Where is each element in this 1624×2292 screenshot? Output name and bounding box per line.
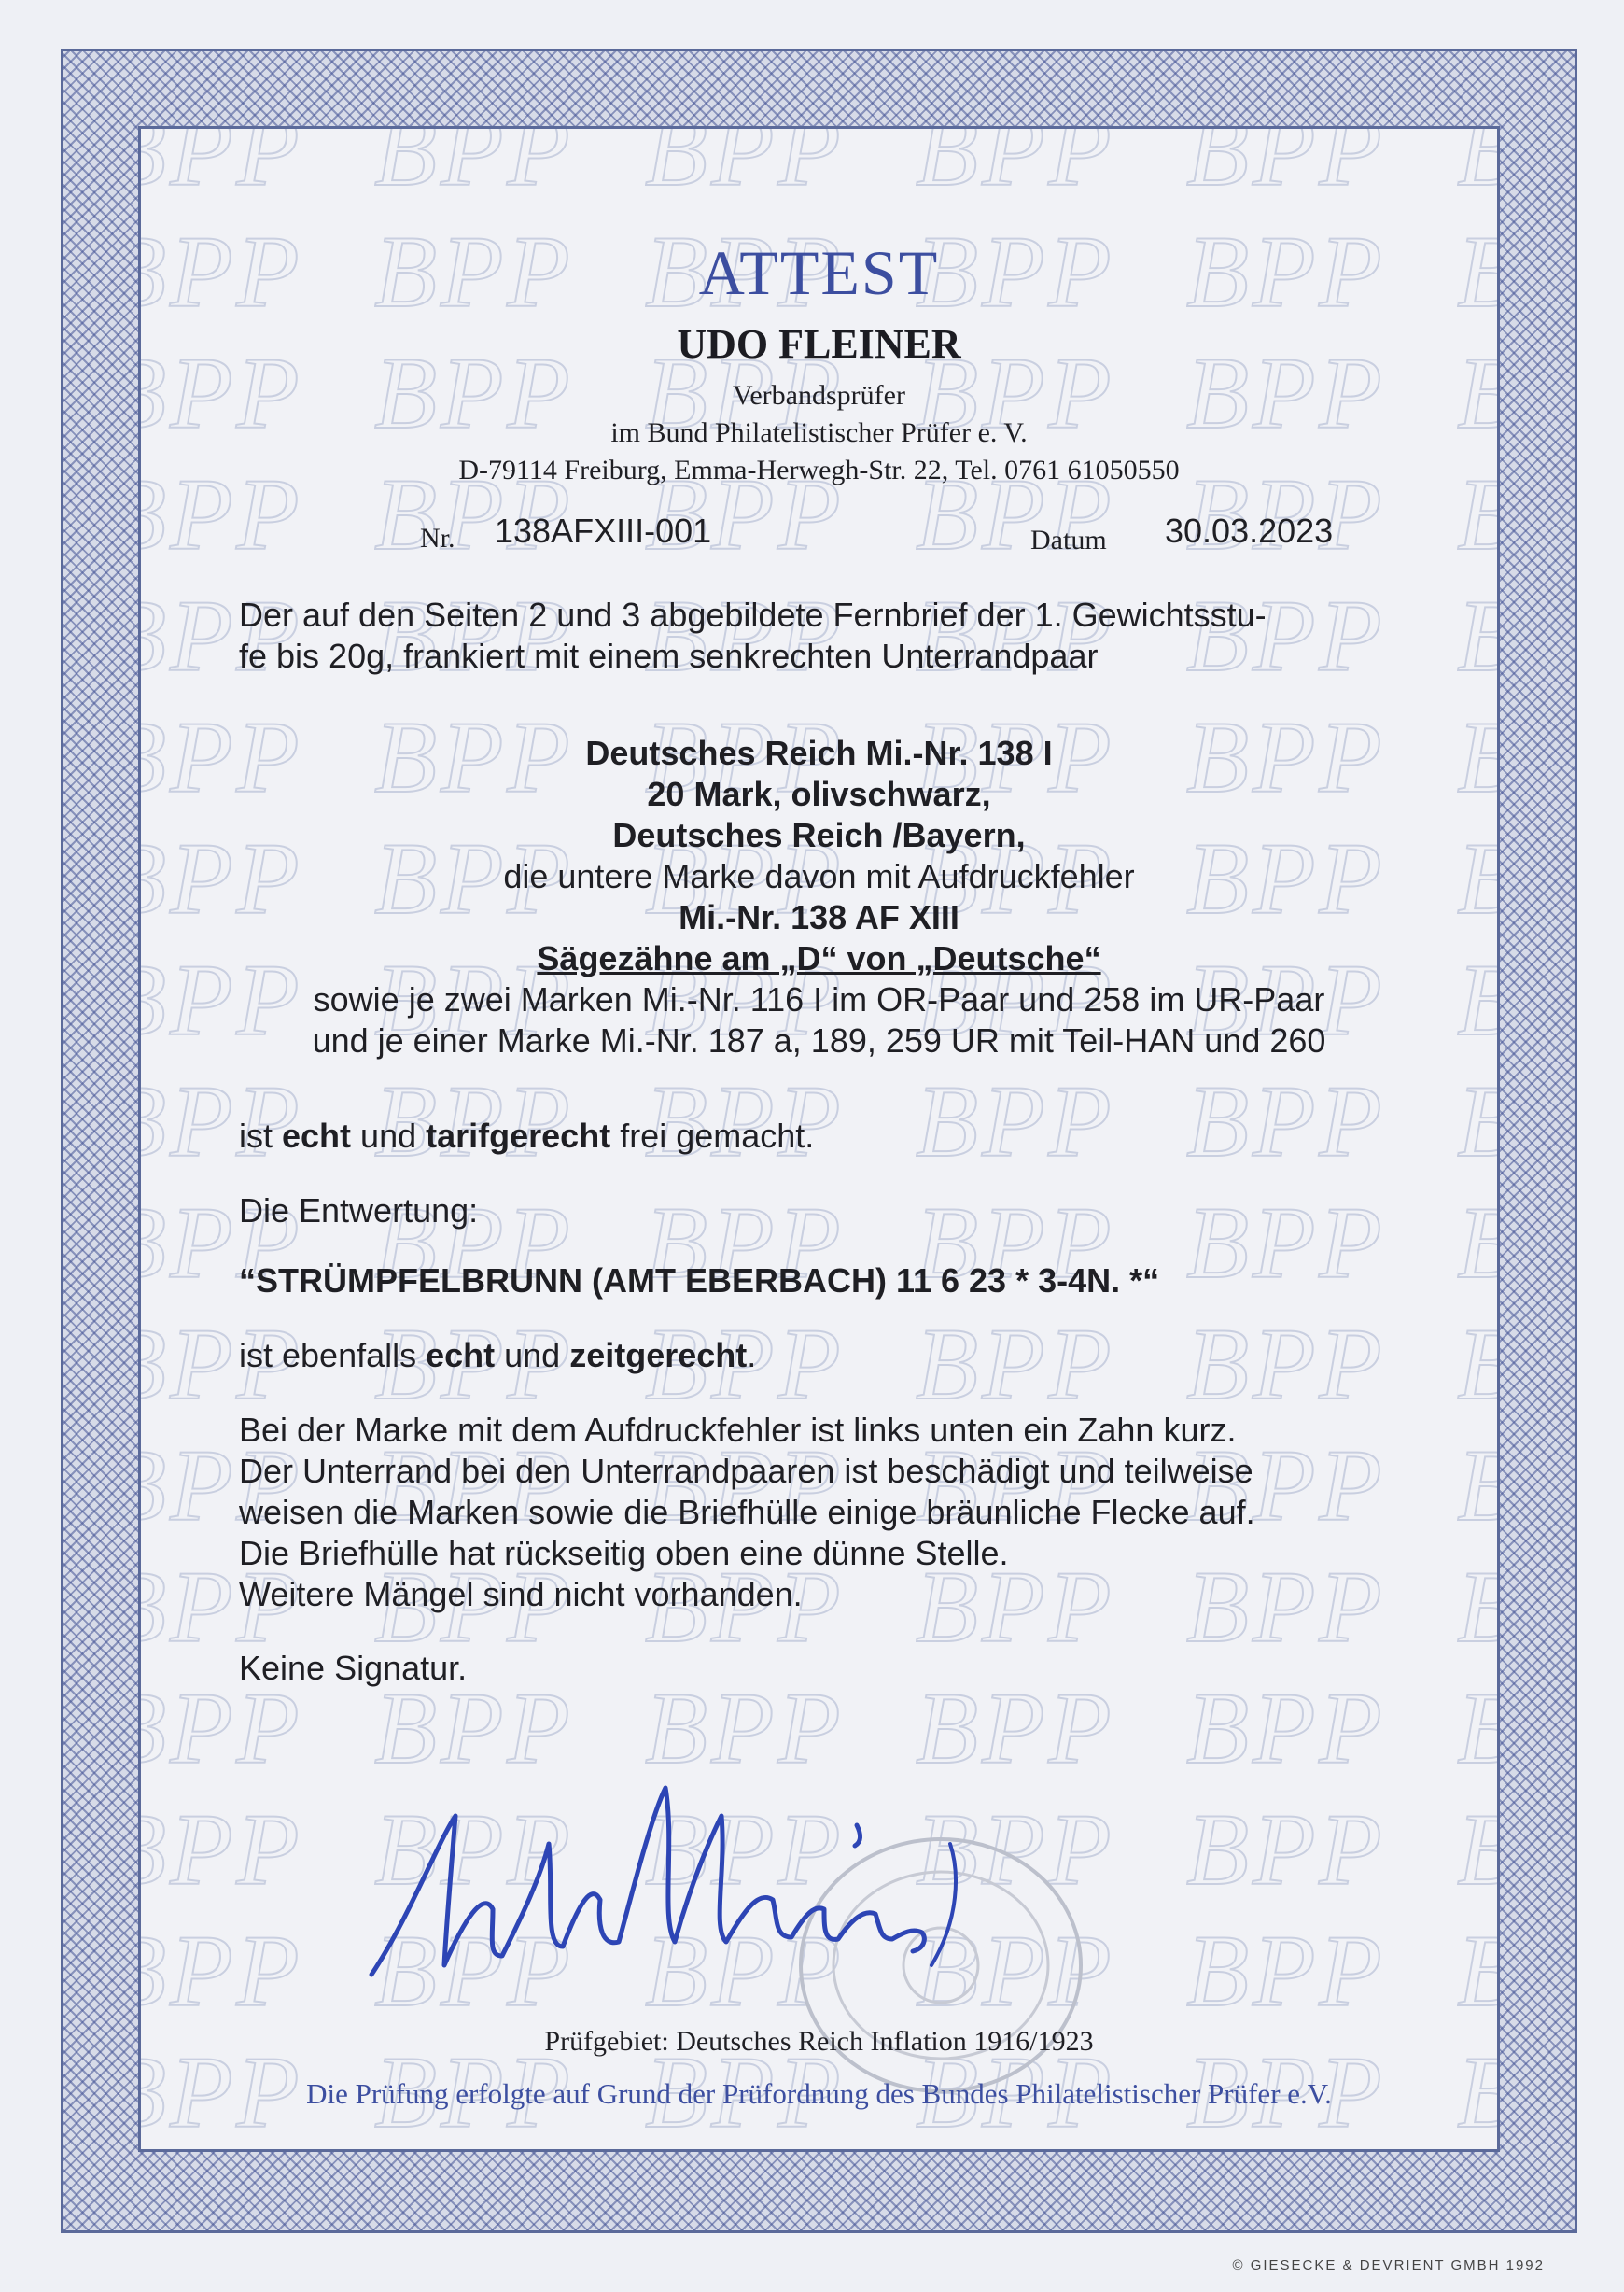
remark-4: Die Briefhülle hat rückseitig oben eine dünne Stelle. (239, 1534, 1009, 1572)
nr-value: 138AFXIII-001 (495, 512, 712, 550)
intro-line-2: fe bis 20g, frankiert mit einem senkrechten Unterrandpaar (239, 637, 1099, 675)
stamp-desc-2: 20 Mark, olivschwarz, (647, 775, 991, 813)
verdict-1: ist echt und tarifgerecht frei gemacht. (239, 1117, 815, 1155)
stamp-desc-6: Sägezähne am „D“ von „Deutsche“ (537, 939, 1101, 977)
remark-2: Der Unterrand bei den Unterrandpaaren ist beschädigt und teilweise (239, 1452, 1253, 1490)
certificate-title: ATTEST (698, 237, 940, 308)
cancel-label: Die Entwertung: (239, 1191, 479, 1230)
intro-line-1: Der auf den Seiten 2 und 3 abgebildete Fernbrief der 1. Gewichtsstu- (239, 596, 1267, 634)
pruefgebiet: Prüfgebiet: Deutsches Reich Inflation 1916/1923 (544, 2026, 1094, 2057)
stamp-desc-8: und je einer Marke Mi.-Nr. 187 a, 189, 259 UR mit Teil-HAN und 260 (312, 1021, 1326, 1060)
copyright-notice: © GIESECKE & DEVRIENT GMBH 1992 (1232, 2257, 1545, 2273)
handwritten-signature (353, 1732, 1006, 2049)
verdict-2: ist ebenfalls echt und zeitgerecht. (239, 1336, 757, 1374)
examiner-address: D-79114 Freiburg, Emma-Herwegh-Str. 22, Tel. 0761 61050550 (458, 455, 1180, 485)
remark-3: weisen die Marken sowie die Briefhülle einige bräunliche Flecke auf. (239, 1493, 1255, 1531)
datum-label: Datum (1030, 525, 1107, 555)
certificate-content (138, 126, 1500, 2152)
stamp-desc-1: Deutsches Reich Mi.-Nr. 138 I (585, 734, 1053, 772)
stamp-desc-3: Deutsches Reich /Bayern, (612, 816, 1026, 854)
cancel-value: “STRÜMPFELBRUNN (AMT EBERBACH) 11 6 23 * 3-4N. *“ (239, 1261, 1160, 1300)
examiner-role: Verbandsprüfer (733, 380, 905, 411)
datum-value: 30.03.2023 (1165, 512, 1334, 550)
remark-1: Bei der Marke mit dem Aufdruckfehler ist links unten ein Zahn kurz. (239, 1411, 1237, 1449)
examiner-name: UDO FLEINER (677, 321, 961, 367)
stamp-desc-5: Mi.-Nr. 138 AF XIII (679, 898, 959, 936)
pruefordnung-note: Die Prüfung erfolgte auf Grund der Prüfordnung des Bundes Philatelistischer Prüfer e.V. (306, 2077, 1332, 2110)
signature-note: Keine Signatur. (239, 1649, 468, 1687)
stamp-desc-7: sowie je zwei Marken Mi.-Nr. 116 I im OR-Paar und 258 im UR-Paar (313, 980, 1325, 1019)
stamp-desc-4: die untere Marke davon mit Aufdruckfehler (503, 857, 1135, 895)
remark-5: Weitere Mängel sind nicht vorhanden. (239, 1575, 803, 1613)
nr-label: Nr. (420, 523, 455, 554)
examiner-org: im Bund Philatelistischer Prüfer e. V. (610, 417, 1028, 448)
